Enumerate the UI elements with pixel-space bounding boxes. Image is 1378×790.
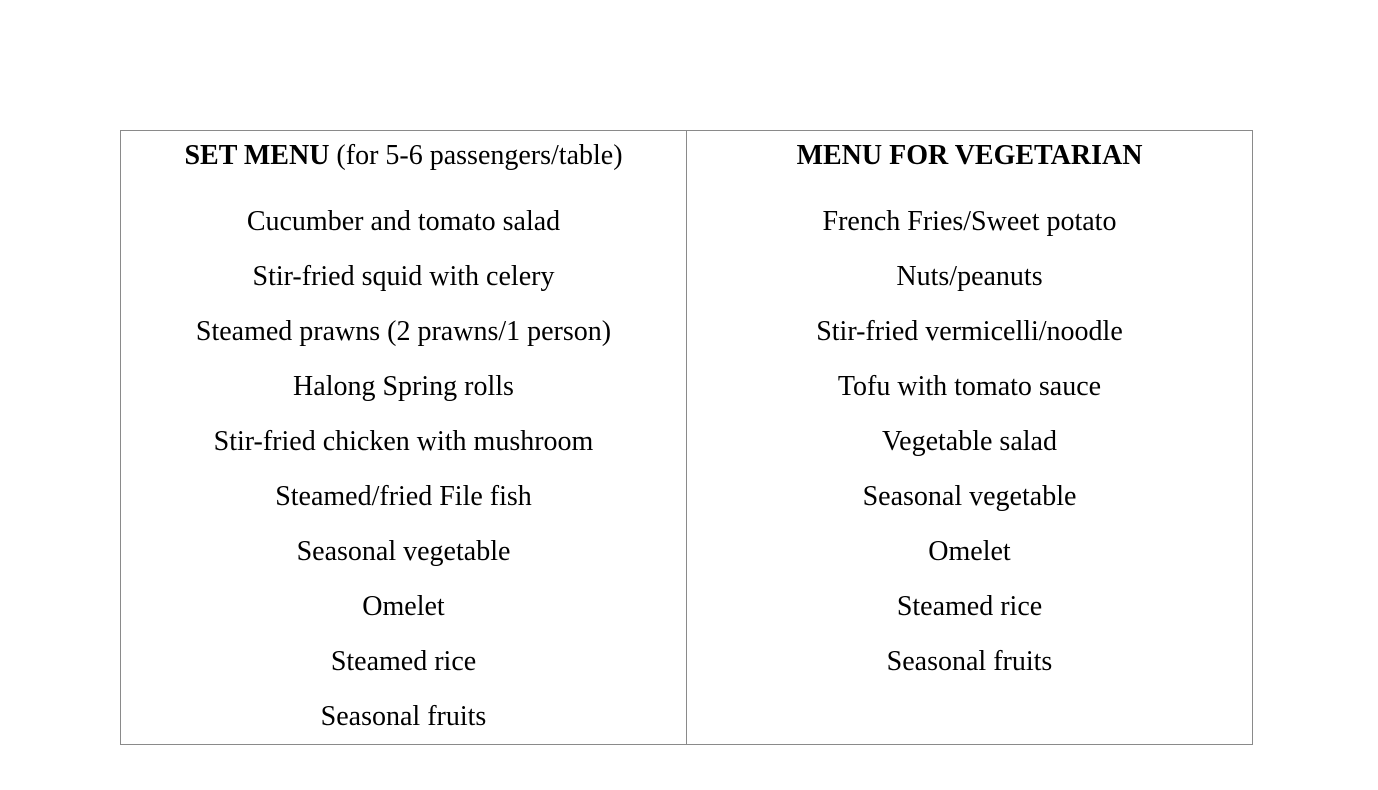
- vegetarian-menu-cell: [687, 131, 1253, 745]
- set-menu-item: Stir-fried chicken with mushroom: [213, 426, 594, 457]
- vegetarian-menu-item: Vegetable salad: [882, 426, 1057, 457]
- set-menu-subtitle: (for 5-6 passengers/table): [329, 140, 623, 171]
- menu-table: [120, 130, 1253, 745]
- set-menu-item: Seasonal vegetable: [296, 536, 511, 567]
- set-menu-title: SET MENU: [184, 140, 330, 171]
- set-menu-item: Omelet: [362, 591, 445, 622]
- set-menu-item: Steamed/fried File fish: [275, 481, 532, 512]
- set-menu-item: Seasonal fruits: [320, 701, 487, 732]
- vegetarian-menu-content: [687, 131, 1252, 689]
- vegetarian-menu-item: Steamed rice: [896, 591, 1043, 622]
- set-menu-item: Cucumber and tomato salad: [246, 206, 561, 237]
- set-menu-item: Halong Spring rolls: [293, 371, 514, 402]
- set-menu-cell: [121, 131, 687, 745]
- vegetarian-menu-item: French Fries/Sweet potato: [822, 206, 1117, 237]
- set-menu-item: Stir-fried squid with celery: [252, 261, 555, 292]
- menu-table-row: [121, 131, 1253, 745]
- vegetarian-menu-item: Nuts/peanuts: [896, 261, 1043, 292]
- set-menu-content: [121, 131, 686, 744]
- set-menu-item: Steamed prawns (2 prawns/1 person): [195, 316, 612, 347]
- vegetarian-menu-item: Omelet: [928, 536, 1011, 567]
- vegetarian-menu-item: Tofu with tomato sauce: [837, 371, 1102, 402]
- set-menu-item: Steamed rice: [330, 646, 477, 677]
- set-menu-heading: [121, 139, 686, 173]
- vegetarian-menu-item: Seasonal fruits: [886, 646, 1053, 677]
- vegetarian-menu-item: Seasonal vegetable: [862, 481, 1077, 512]
- vegetarian-menu-title: MENU FOR VEGETARIAN: [796, 140, 1143, 171]
- vegetarian-menu-item: Stir-fried vermicelli/noodle: [816, 316, 1123, 347]
